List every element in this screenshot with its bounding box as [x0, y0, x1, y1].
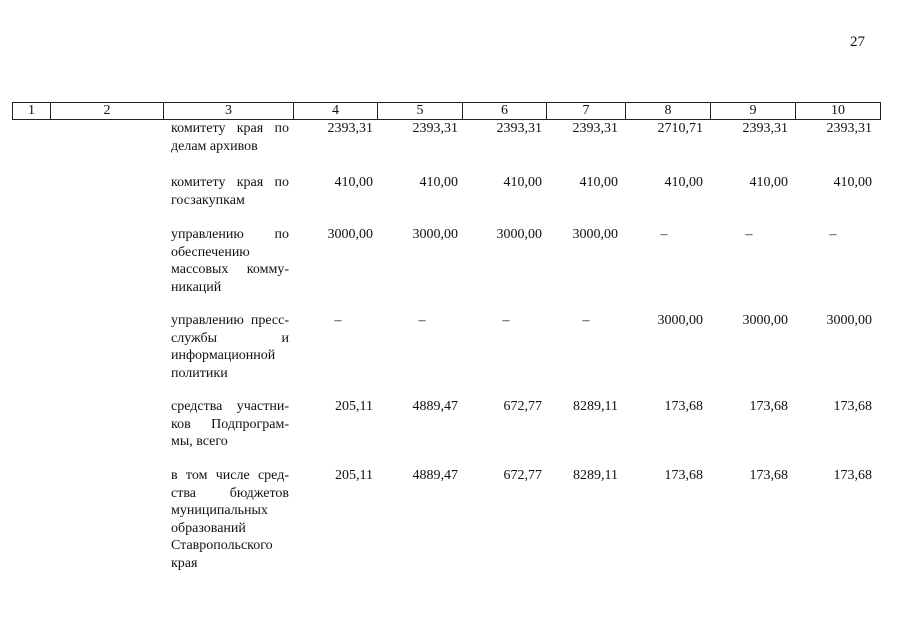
- header-col-9: 9: [711, 103, 796, 119]
- value-col-6: –: [502, 313, 510, 328]
- value-col-5: 3000,00: [412, 227, 458, 242]
- value-col-8: –: [660, 227, 668, 242]
- value-col-4: 410,00: [334, 175, 373, 190]
- value-col-7: 8289,11: [573, 468, 618, 483]
- value-col-7: 3000,00: [572, 227, 618, 242]
- row-label: средства участни-ков Подпрограм-мы, всего: [171, 399, 289, 450]
- header-col-2: 2: [51, 103, 164, 119]
- header-col-6: 6: [463, 103, 547, 119]
- value-col-4: 3000,00: [327, 227, 373, 242]
- value-col-9: 173,68: [749, 468, 788, 483]
- value-col-6: 672,77: [503, 468, 542, 483]
- value-col-10: 410,00: [833, 175, 872, 190]
- value-col-6: 410,00: [503, 175, 542, 190]
- header-col-3: 3: [164, 103, 294, 119]
- header-col-5: 5: [378, 103, 463, 119]
- value-col-6: 2393,31: [496, 121, 542, 136]
- header-col-1: 1: [13, 103, 51, 119]
- value-col-4: –: [334, 313, 342, 328]
- value-col-9: 3000,00: [742, 313, 788, 328]
- header-col-4: 4: [294, 103, 378, 119]
- row-label: комитету края по делам архивов: [171, 121, 289, 154]
- value-col-7: 410,00: [579, 175, 618, 190]
- value-col-4: 2393,31: [327, 121, 373, 136]
- value-col-5: 410,00: [419, 175, 458, 190]
- value-col-8: 3000,00: [657, 313, 703, 328]
- page-number: 27: [850, 34, 865, 50]
- header-col-7: 7: [547, 103, 626, 119]
- value-col-10: –: [829, 227, 837, 242]
- value-col-9: 173,68: [749, 399, 788, 414]
- value-col-7: 2393,31: [572, 121, 618, 136]
- value-col-8: 2710,71: [657, 121, 703, 136]
- row-label: комитету края по госзакупкам: [171, 175, 289, 208]
- value-col-4: 205,11: [335, 399, 373, 414]
- value-col-10: 173,68: [833, 399, 872, 414]
- value-col-4: 205,11: [335, 468, 373, 483]
- value-col-10: 173,68: [833, 468, 872, 483]
- value-col-9: 2393,31: [742, 121, 788, 136]
- value-col-7: 8289,11: [573, 399, 618, 414]
- value-col-9: 410,00: [749, 175, 788, 190]
- value-col-5: 2393,31: [412, 121, 458, 136]
- value-col-5: –: [418, 313, 426, 328]
- value-col-10: 2393,31: [826, 121, 872, 136]
- row-label: управлению по обеспечению массовых комму-никаций: [171, 227, 289, 295]
- header-col-10: 10: [831, 103, 845, 118]
- value-col-7: –: [582, 313, 590, 328]
- value-col-5: 4889,47: [412, 468, 458, 483]
- value-col-6: 672,77: [503, 399, 542, 414]
- value-col-5: 4889,47: [412, 399, 458, 414]
- value-col-9: –: [745, 227, 753, 242]
- value-col-8: 173,68: [664, 399, 703, 414]
- row-label: управлению пресс-службы и информационной политики: [171, 313, 289, 381]
- value-col-6: 3000,00: [496, 227, 542, 242]
- row-label: в том числе сред-ства бюджетов муниципальных образований Ставропольского края: [171, 468, 289, 571]
- header-col-8: 8: [626, 103, 711, 119]
- value-col-8: 410,00: [664, 175, 703, 190]
- value-col-10: 3000,00: [826, 313, 872, 328]
- table-header-row: [12, 102, 881, 120]
- value-col-8: 173,68: [664, 468, 703, 483]
